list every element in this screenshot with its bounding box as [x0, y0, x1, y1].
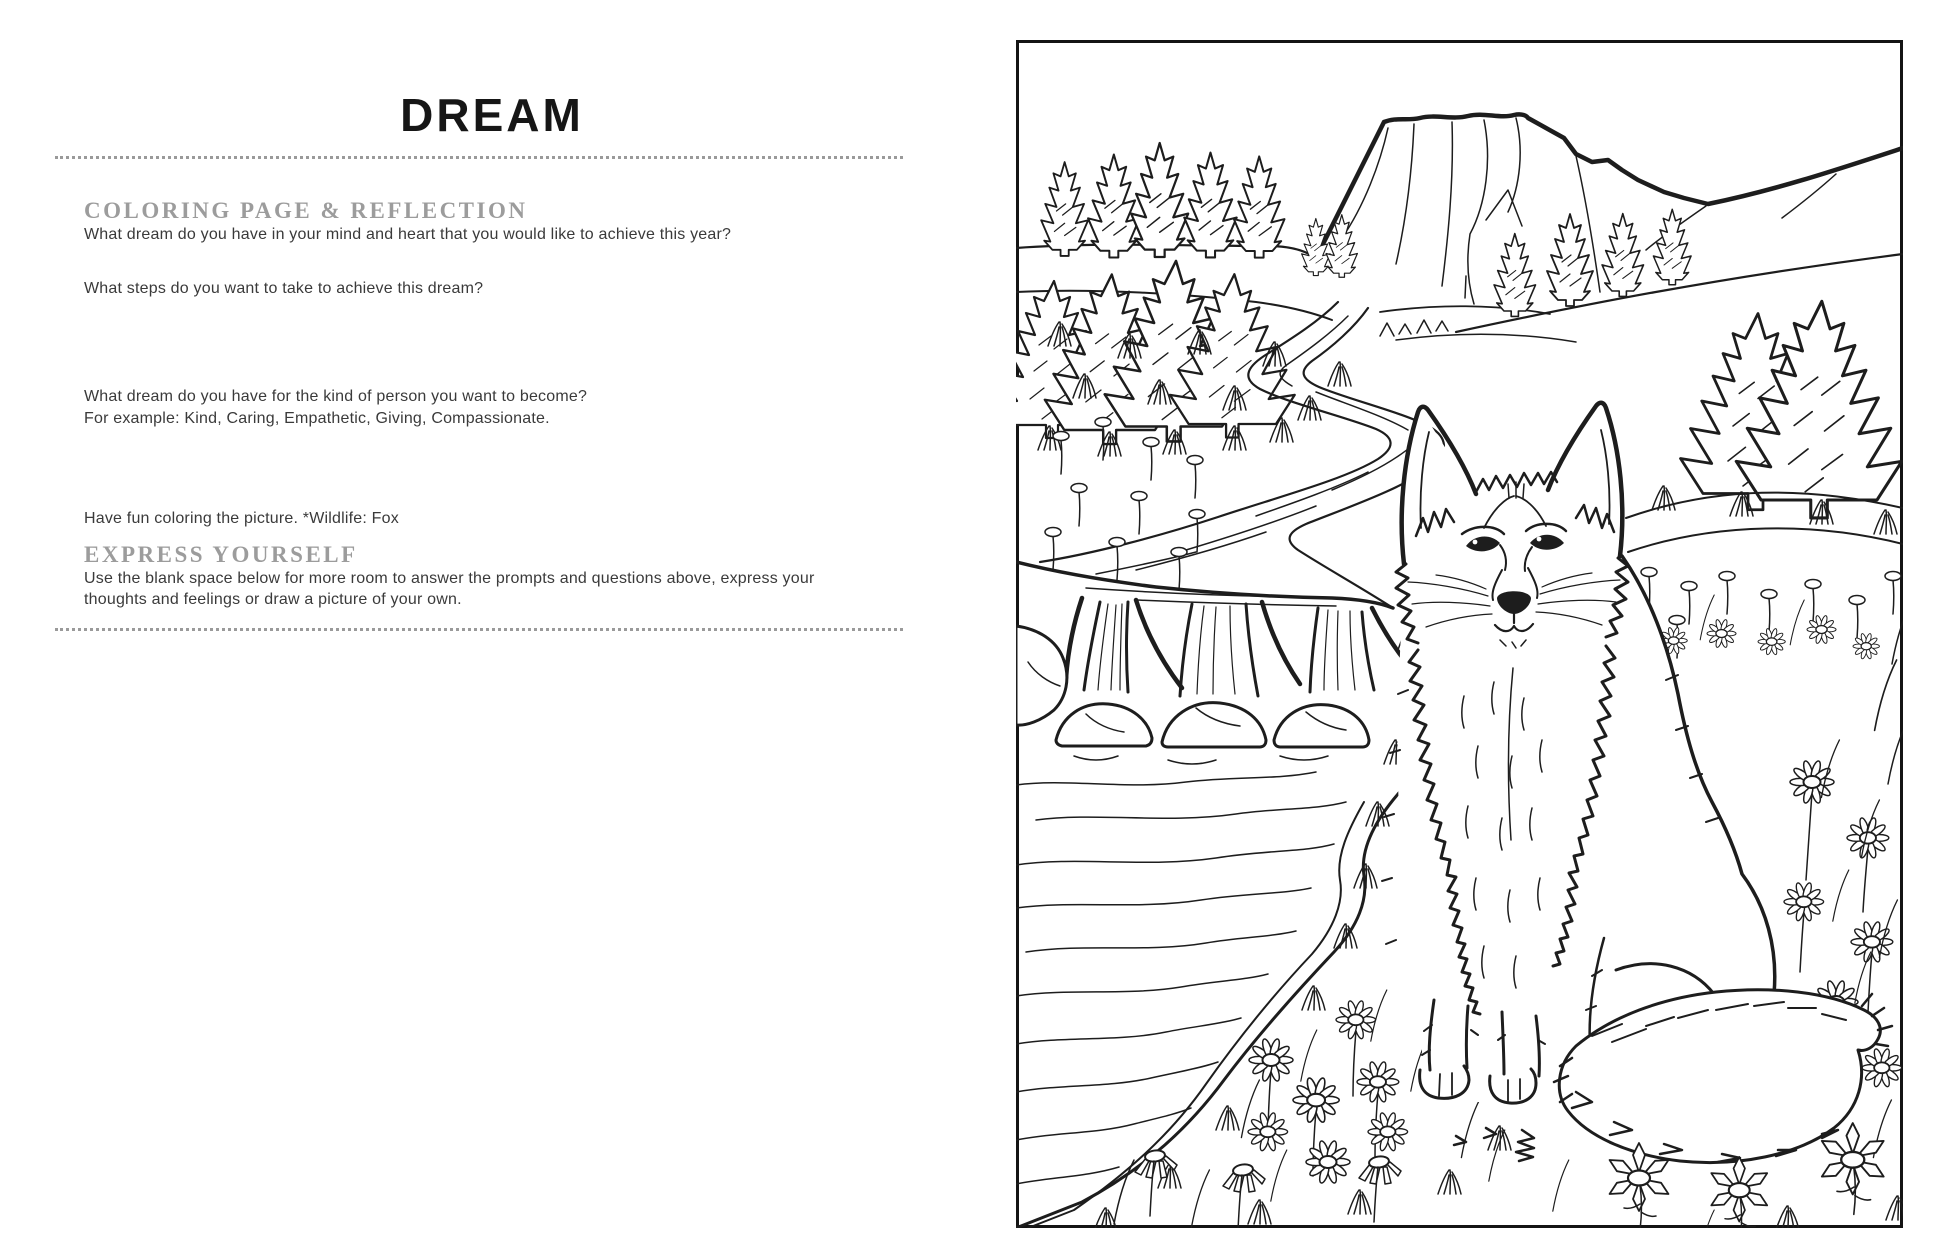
express-section-body: [84, 568, 814, 610]
reflection-prompt-1: What dream do you have in your mind and heart that you would like to achieve this year?: [84, 226, 732, 243]
express-section-heading: EXPRESS YOURSELF: [84, 542, 358, 567]
page-title: DREAM: [400, 89, 584, 141]
reflection-prompt-2: What steps do you want to take to achieve this dream?: [84, 280, 484, 297]
dotted-divider-bottom: [55, 628, 903, 631]
reflection-prompt-3-line2: For example: Kind, Caring, Empathetic, Giving, Compassionate.: [84, 410, 550, 427]
reflection-prompt-3: [84, 386, 587, 430]
dotted-divider-top: [55, 156, 903, 159]
rocks: [1056, 703, 1369, 747]
express-body-line2: thoughts and feelings or draw a picture of your own.: [84, 591, 462, 608]
reflection-prompt-3-line1: What dream do you have for the kind of person you want to become?: [84, 388, 588, 405]
fox-coloring-illustration: [1016, 40, 1903, 1228]
coloring-instruction: Have fun coloring the picture. *Wildlife: Fox: [84, 510, 399, 527]
express-body-line1: Use the blank space below for more room to answer the prompts and questions above, express your: [84, 570, 815, 587]
coloring-section-heading: COLORING PAGE & REFLECTION: [84, 198, 528, 223]
